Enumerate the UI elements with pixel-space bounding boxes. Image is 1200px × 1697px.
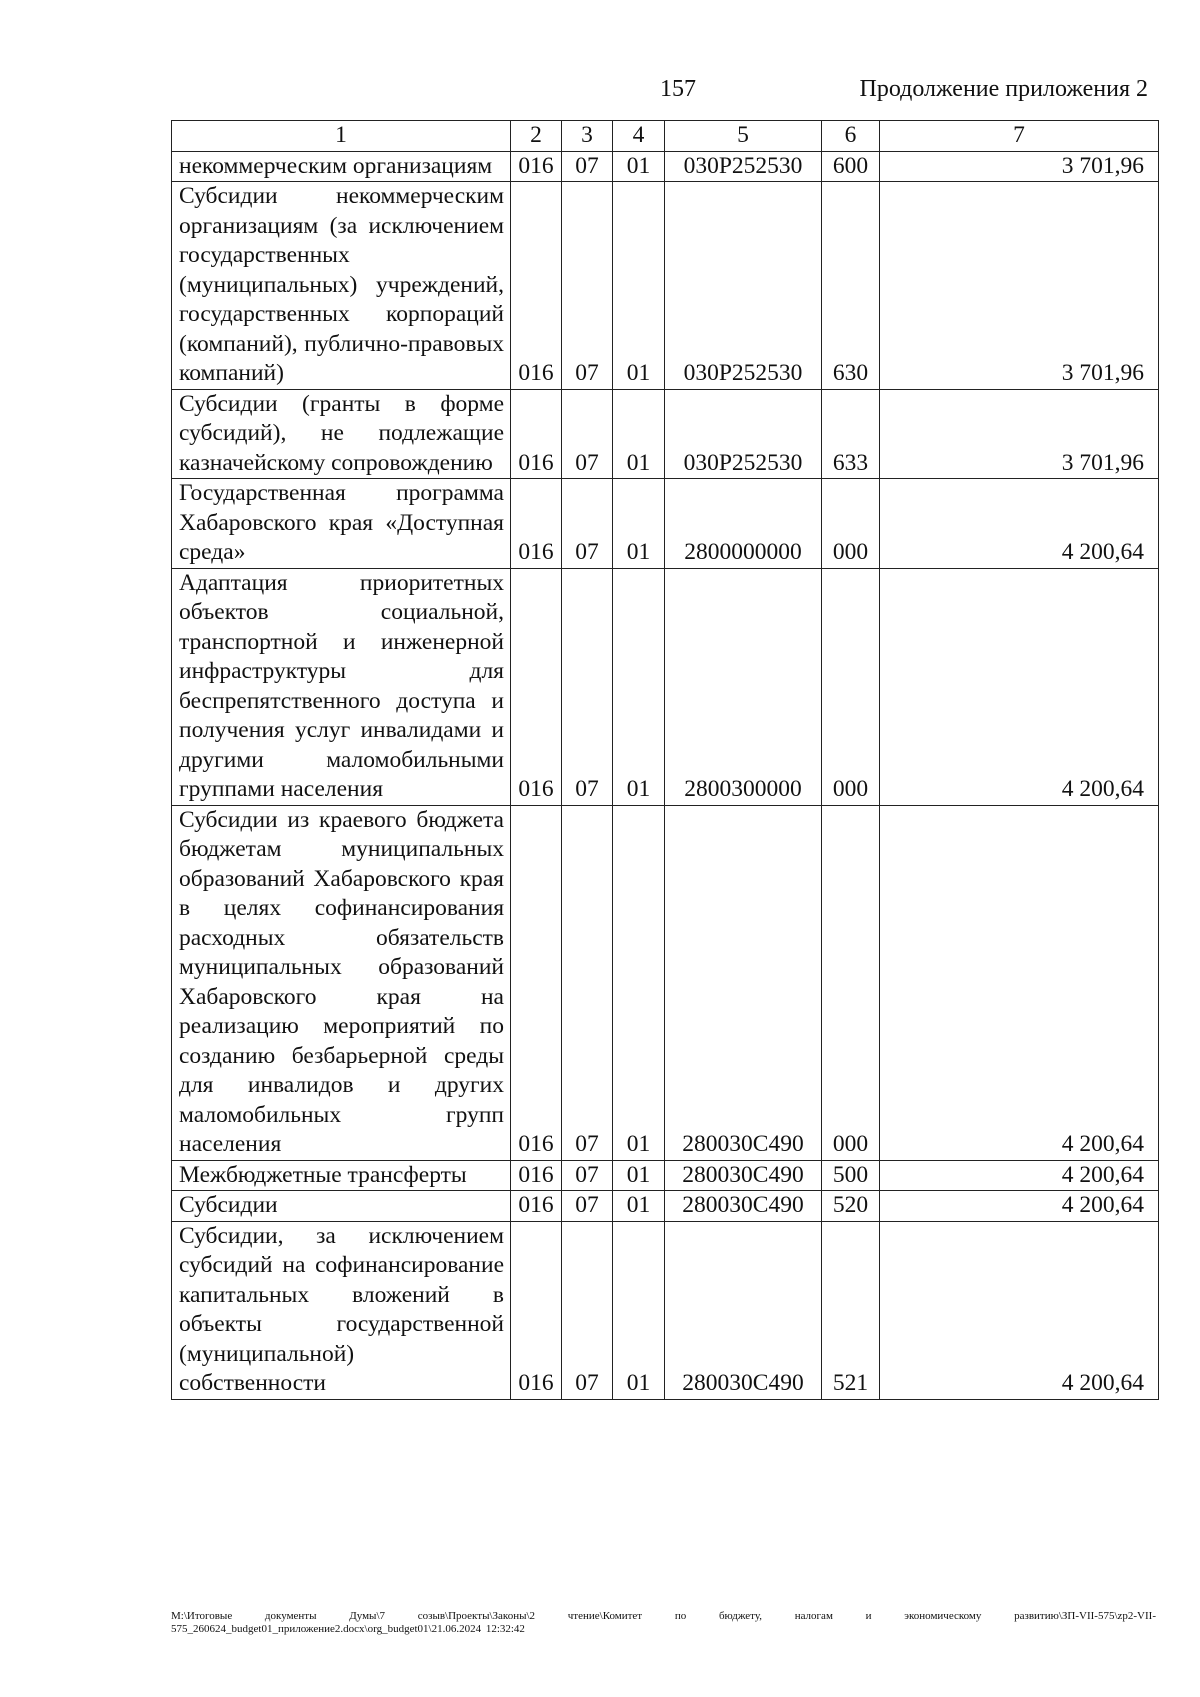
col-header-1: 1	[172, 121, 511, 152]
cell-type: 600	[822, 151, 880, 182]
table-row	[172, 568, 1159, 805]
cell-type: 630	[822, 182, 880, 390]
cell-type: 500	[822, 1160, 880, 1191]
cell-subsection: 01	[613, 479, 665, 569]
header-row	[172, 121, 1159, 152]
cell-section: 07	[562, 182, 613, 390]
budget-table	[171, 120, 1159, 1400]
cell-target: 280030С490	[665, 1221, 822, 1399]
row-name: Субсидии некоммерческим организациям (за исключением государственных (муниципальных) учреждений, государственных корпораций (компаний), публично-правовых компаний)	[172, 182, 511, 390]
cell-section: 07	[562, 1191, 613, 1222]
table-row	[172, 182, 1159, 390]
cell-section: 07	[562, 1160, 613, 1191]
cell-type: 521	[822, 1221, 880, 1399]
col-header-6: 6	[822, 121, 880, 152]
cell-amount: 4 200,64	[880, 479, 1159, 569]
row-name: Субсидии, за исключением субсидий на софинансирование капитальных вложений в объекты государственной (муниципальной) собственности	[172, 1221, 511, 1399]
cell-amount: 4 200,64	[880, 805, 1159, 1160]
cell-target: 030Р252530	[665, 389, 822, 479]
file-path-footer: М:\Итоговые документы Думы\7 созыв\Проекты\Законы\2 чтение\Комитет по бюджету, налогам и экономическому развитию\ЗП-VII-575\zp2-VII-575_260624_budget01_приложение2.docx\org_budget01\21.06.2024 12:32:42	[171, 1610, 1156, 1635]
cell-ministry: 016	[511, 389, 562, 479]
cell-subsection: 01	[613, 182, 665, 390]
cell-subsection: 01	[613, 568, 665, 805]
cell-target: 030Р252530	[665, 182, 822, 390]
cell-target: 2800300000	[665, 568, 822, 805]
table-row	[172, 1160, 1159, 1191]
row-name: Межбюджетные трансферты	[172, 1160, 511, 1191]
cell-target: 2800000000	[665, 479, 822, 569]
table-row	[172, 151, 1159, 182]
cell-target: 030Р252530	[665, 151, 822, 182]
cell-amount: 4 200,64	[880, 1160, 1159, 1191]
cell-ministry: 016	[511, 1191, 562, 1222]
cell-ministry: 016	[511, 568, 562, 805]
cell-ministry: 016	[511, 1160, 562, 1191]
table-row	[172, 1221, 1159, 1399]
cell-type: 000	[822, 479, 880, 569]
cell-subsection: 01	[613, 1191, 665, 1222]
cell-ministry: 016	[511, 479, 562, 569]
cell-type: 520	[822, 1191, 880, 1222]
row-name: Субсидии (гранты в форме субсидий), не подлежащие казначейскому сопровождению	[172, 389, 511, 479]
cell-ministry: 016	[511, 151, 562, 182]
col-header-4: 4	[613, 121, 665, 152]
col-header-2: 2	[511, 121, 562, 152]
cell-amount: 4 200,64	[880, 568, 1159, 805]
cell-subsection: 01	[613, 1221, 665, 1399]
row-name: Государственная программа Хабаровского края «Доступная среда»	[172, 479, 511, 569]
col-header-3: 3	[562, 121, 613, 152]
cell-target: 280030С490	[665, 1191, 822, 1222]
cell-section: 07	[562, 1221, 613, 1399]
cell-subsection: 01	[613, 151, 665, 182]
cell-section: 07	[562, 805, 613, 1160]
cell-type: 633	[822, 389, 880, 479]
cell-section: 07	[562, 479, 613, 569]
col-header-7: 7	[880, 121, 1159, 152]
cell-subsection: 01	[613, 805, 665, 1160]
cell-ministry: 016	[511, 1221, 562, 1399]
table-row	[172, 389, 1159, 479]
cell-ministry: 016	[511, 182, 562, 390]
cell-amount: 3 701,96	[880, 182, 1159, 390]
table-row	[172, 805, 1159, 1160]
cell-section: 07	[562, 389, 613, 479]
row-name: некоммерческим организациям	[172, 151, 511, 182]
row-name: Субсидии из краевого бюджета бюджетам муниципальных образований Хабаровского края в целях софинансирования расходных обязательств муниципальных образований Хабаровского края на реализацию мероприятий по созданию безбарьерной среды для инвалидов и других маломобильных групп населения	[172, 805, 511, 1160]
cell-amount: 3 701,96	[880, 389, 1159, 479]
cell-section: 07	[562, 568, 613, 805]
col-header-5: 5	[665, 121, 822, 152]
cell-target: 280030С490	[665, 1160, 822, 1191]
row-name: Субсидии	[172, 1191, 511, 1222]
cell-type: 000	[822, 805, 880, 1160]
cell-section: 07	[562, 151, 613, 182]
cell-amount: 4 200,64	[880, 1221, 1159, 1399]
page-number: 157	[660, 76, 696, 102]
table-row	[172, 479, 1159, 569]
cell-target: 280030С490	[665, 805, 822, 1160]
cell-amount: 3 701,96	[880, 151, 1159, 182]
table-row	[172, 1191, 1159, 1222]
cell-ministry: 016	[511, 805, 562, 1160]
row-name: Адаптация приоритетных объектов социальной, транспортной и инженерной инфраструктуры для беспрепятственного доступа и получения услуг инвалидами и другими маломобильными группами населения	[172, 568, 511, 805]
cell-subsection: 01	[613, 389, 665, 479]
continuation-label: Продолжение приложения 2	[859, 76, 1148, 102]
cell-type: 000	[822, 568, 880, 805]
cell-subsection: 01	[613, 1160, 665, 1191]
cell-amount: 4 200,64	[880, 1191, 1159, 1222]
